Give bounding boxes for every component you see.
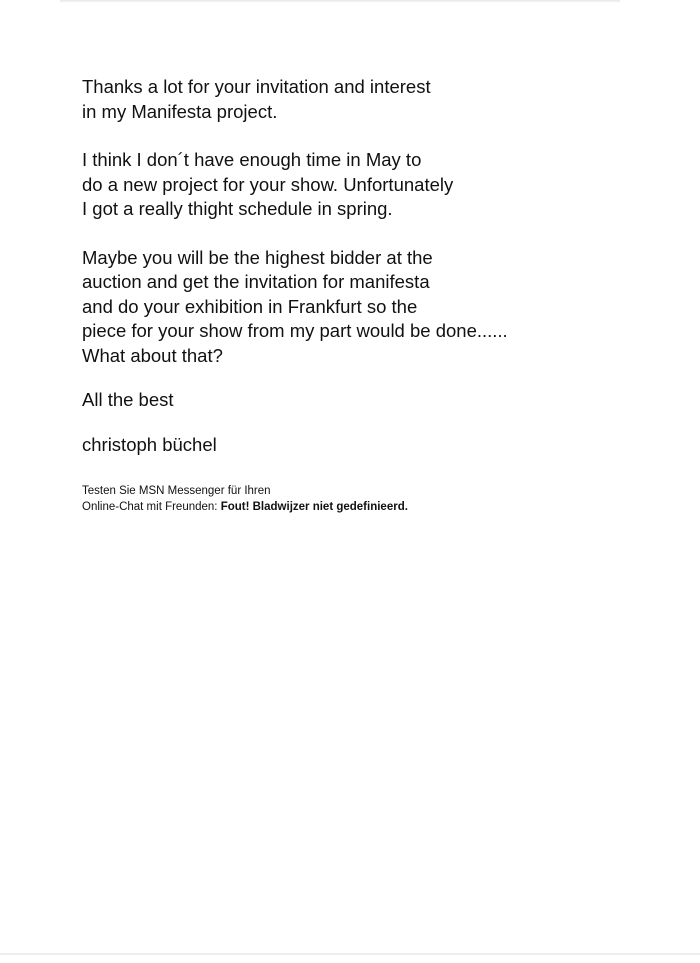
text-line: Maybe you will be the highest bidder at the [82,246,433,268]
closing-text: All the best [82,389,174,410]
text-line: I think I don´t have enough time in May to [82,149,422,170]
signature-text: christoph büchel [82,433,217,455]
text-line: do a new project for your show. Unfortunately [82,173,454,195]
email-footer [82,484,408,515]
text-line: What about that? [82,344,223,366]
text-line: I got a really thight schedule in spring. [82,198,393,219]
scan-bottom-edge [0,953,700,955]
footer-line-2-text: Online-Chat mit Freunden: [82,500,221,513]
footer-line-1: Testen Sie MSN Messenger für Ihren [82,485,271,497]
paragraph-auction-proposal [82,246,682,369]
closing [82,388,682,413]
text-line: Thanks a lot for your invitation and interest [82,76,431,97]
text-line: piece for your show from my part would be done...... [82,320,508,341]
footer-line-2 [82,500,408,516]
text-line: auction and get the invitation for manifesta [82,271,430,292]
paragraph-invitation-thanks [82,75,682,124]
bookmark-error-text: Fout! Bladwijzer niet gedefinieerd. [220,500,408,513]
scan-top-edge [60,0,620,3]
paragraph-no-time [82,148,682,222]
signature [82,433,682,458]
text-line: in my Manifesta project. [82,100,278,122]
letter-body [82,75,682,457]
text-line: and do your exhibition in Frankfurt so the [82,295,418,317]
